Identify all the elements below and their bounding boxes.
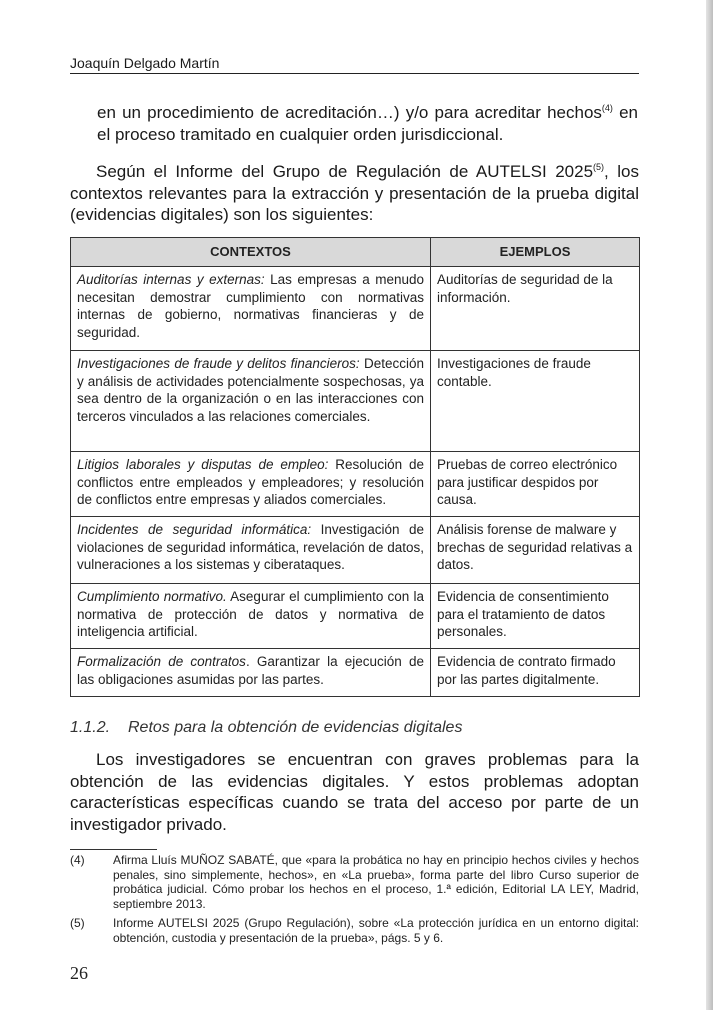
table-row (71, 452, 640, 517)
example-cell: Evidencia de contrato firmado por las partes digitalmente. (431, 649, 640, 697)
page-edge-shadow (706, 0, 713, 1010)
context-cell (71, 452, 431, 517)
running-header (70, 54, 639, 74)
context-title: Auditorías internas y externas: (77, 272, 265, 287)
footnote-4 (70, 853, 639, 911)
footnote-ref-5[interactable]: (5) (593, 162, 605, 172)
context-cell (71, 267, 431, 351)
p2-text-a: Según el Informe del Grupo de Regulación de AUTELSI 2025 (96, 162, 594, 181)
example-cell: Evidencia de consentimiento para el tratamiento de datos personales. (431, 584, 640, 649)
example-cell: Pruebas de correo electrónico para justificar despidos por causa. (431, 452, 640, 517)
context-cell (71, 351, 431, 452)
table-row (71, 584, 640, 649)
page-number: 26 (70, 963, 88, 983)
footnote-separator (70, 849, 157, 850)
contexts-table (70, 237, 640, 697)
footnote-text: Afirma Lluís MUÑOZ SABATÉ, que «para la probática no hay en principio hechos civiles y hechos penales, sino simplemente, hechos», en «La prueba», forma parte del libro Curso superior de probática judicial. Cómo probar los hechos en el proceso, 1.ª edición, Editorial LA LEY, Madrid, septiembre 2013. (113, 853, 639, 911)
section-paragraph-text: Los investigadores se encuentran con graves problemas para la obtención de las evidencias digitales. Y estos problemas adoptan características específicas cuando se trata del acceso por parte de un investigador privado. (70, 750, 639, 834)
footnote-number: (5) (70, 916, 85, 930)
context-title: Formalización de contratos (77, 654, 246, 669)
section-heading (70, 718, 639, 738)
table-header-row (71, 238, 640, 267)
p2-text-b: , los contextos relevantes para la extracción y presentación de la prueba digital (evidencias digitales) son los siguientes: (70, 162, 639, 224)
footnote-ref-4[interactable]: (4) (601, 103, 613, 113)
context-title: Litigios laborales y disputas de empleo: (77, 457, 329, 472)
p1-text-a: en un procedimiento de acreditación…) y/o para acreditar hechos (97, 103, 602, 122)
section-number: 1.1.2. (70, 719, 111, 736)
footnote-number: (4) (70, 853, 85, 867)
context-description: Asegurar el cumplimiento con la normativa de protección de datos y normativa de inteligencia artificial. (77, 589, 424, 639)
context-description: . Garantizar la ejecución de las obligaciones asumidas por las partes. (77, 654, 424, 687)
table-row (71, 267, 640, 351)
table-row (71, 351, 640, 452)
intro-paragraph-1 (97, 102, 638, 145)
example-cell: Análisis forense de malware y brechas de seguridad relativas a datos. (431, 517, 640, 584)
context-title: Investigaciones de fraude y delitos financieros: (77, 356, 360, 371)
section-title: Retos para la obtención de evidencias digitales (128, 719, 463, 736)
header-author: Joaquín Delgado Martín (70, 55, 220, 71)
context-title: Incidentes de seguridad informática: (77, 522, 312, 537)
p1-text-b: en el proceso tramitado en cualquier orden jurisdiccional. (97, 103, 638, 144)
context-cell (71, 584, 431, 649)
footnote-5 (70, 916, 639, 945)
table-row (71, 517, 640, 584)
example-cell: Investigaciones de fraude contable. (431, 351, 640, 452)
table-row (71, 649, 640, 697)
context-description: Detección y análisis de actividades potencialmente sospechosas, ya sea dentro de la organización o en las interacciones con terceros vinculados a las relaciones comerciales. (77, 356, 424, 424)
header-ejemplos: EJEMPLOS (431, 238, 640, 267)
intro-paragraph-2 (70, 161, 639, 226)
header-contextos: CONTEXTOS (71, 238, 431, 267)
context-description: Investigación de violaciones de seguridad informática, revelación de datos, vulneraciones a los sistemas y ciberataques. (77, 522, 424, 572)
section-paragraph (70, 749, 639, 835)
footnote-text: Informe AUTELSI 2025 (Grupo Regulación), sobre «La protección jurídica en un entorno digital: obtención, custodia y presentación de la prueba», págs. 5 y 6. (113, 916, 639, 945)
context-description: Resolución de conflictos entre empleados y empleadores; y resolución de conflictos entre empresas y aliados comerciales. (77, 457, 424, 507)
context-description: Las empresas a menudo necesitan demostrar cumplimiento con normativas internas de gobierno, normativas financieras y de seguridad. (77, 272, 424, 340)
context-cell (71, 649, 431, 697)
context-title: Cumplimiento normativo. (77, 589, 227, 604)
context-cell (71, 517, 431, 584)
example-cell: Auditorías de seguridad de la información. (431, 267, 640, 351)
